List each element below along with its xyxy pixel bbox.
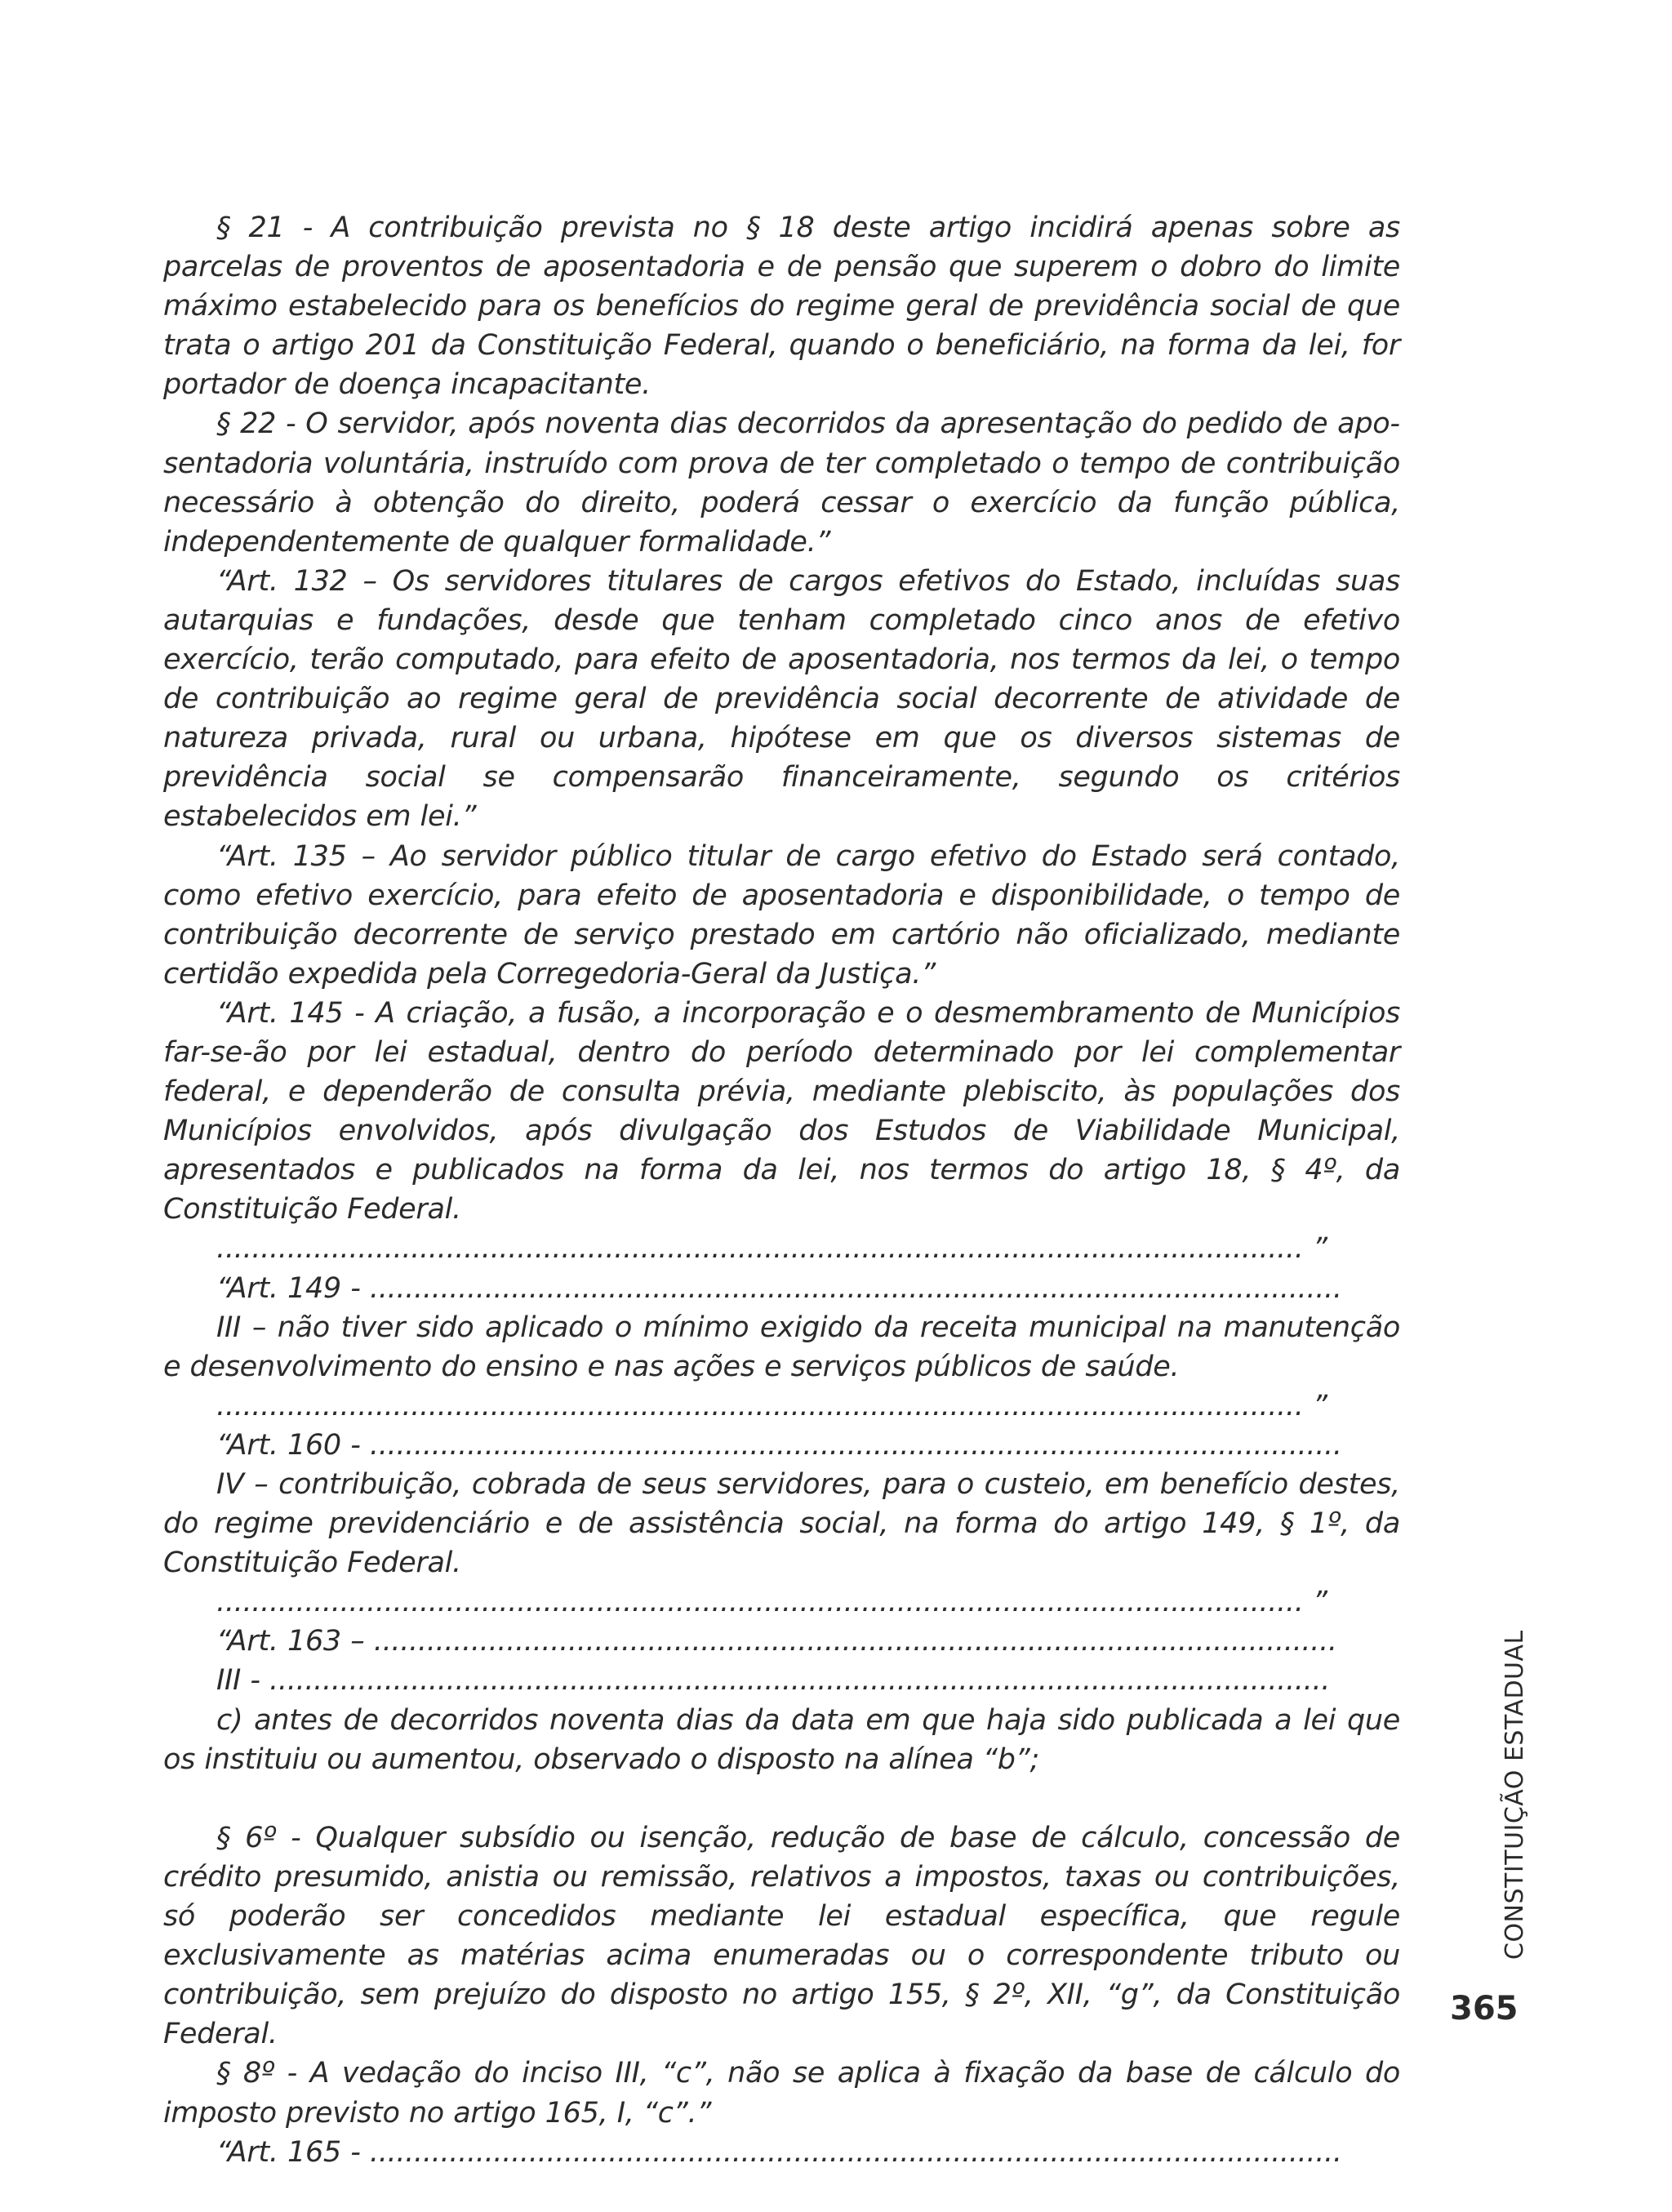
section-side-label: CONSTITUIÇÃO ESTADUAL [1501,1630,1529,1960]
paragraph-art-135: “Art. 135 – Ao servidor público titular de cargo efetivo do Estado será contado, como efetivo exercício, para efeito de aposentadoria e disponibilidade, o tempo de contribuição decorrente de serviço prestado em cartório não oficializado, mediante certidão expedida pela Corregedoria-Geral da Justiça.” [163,839,1400,990]
article-163-inciso-3: III - ........................................................................................................................ [216,1664,1331,1698]
ellipsis-line: ........................................................................................................................... ” [216,1389,1327,1422]
paragraph-8: § 8º - A vedação do inciso III, “c”, não se aplica à fixação da base de cálculo do imposto previsto no artigo 165, I, “c”.” [163,2057,1400,2130]
article-160-heading: “Art. 160 - .............................................................................................................. [216,1428,1342,1462]
ellipsis-line: ........................................................................................................................... ” [216,1586,1327,1619]
article-160-inciso-4: IV – contribuição, cobrada de seus servidores, para o custeio, em benefício destes, do regime previdenciário e de assistência social, na forma do artigo 149, § 1º, da Constituição Federal. [163,1468,1400,1580]
ellipsis-line: ........................................................................................................................... ” [216,1232,1327,1266]
paragraph-art-145: “Art. 145 - A criação, a fusão, a incorporação e o desmembramento de Municípios far-se-ão por lei estadual, dentro do período determinado por lei complementar federal, e dependerão de consulta prévia, mediante plebiscito, às populações dos Municípios envolvidos, após divulgação dos Estudos de Viabilidade Municipal, apresentados e publicados na forma da lei, nos termos do artigo 18, § 4º, da Constituição Federal. [163,996,1400,1226]
article-165-heading: “Art. 165 - .............................................................................................................. [216,2135,1342,2169]
paragraph-21: § 21 - A contribuição prevista no § 18 deste artigo incidirá apenas sobre as parcelas de proventos de aposentadoria e de pensão que superem o dobro do limite máximo estabelecido para os benefícios do regime geral de previdência social de que trata o artigo 201 da Constituição Federal, quando o beneficiário, na forma da lei, for portador de doença incapacitante. [163,211,1400,402]
article-163-alinea-c: c) antes de decorridos noventa dias da data em que haja sido publicada a lei que os instituiu ou aumentou, observado o disposto na alínea “b”; [163,1703,1400,1776]
blank-line [163,1779,1400,1818]
article-163-heading: “Art. 163 – ............................................................................................................. [216,1625,1337,1658]
paragraph-22: § 22 - O servidor, após noventa dias decorridos da apresentação do pedido de aposentadoria voluntária, instruído com prova de ter completado o tempo de contribuição necessário à obtenção do direito, poderá cessar o exercício da função pública, independentemente de qualquer formalidade.” [163,407,1400,559]
page-number: 365 [1450,1990,1519,2027]
body-text [163,208,1400,2172]
article-149-heading: “Art. 149 - .............................................................................................................. [216,1271,1342,1305]
paragraph-art-132: “Art. 132 – Os servidores titulares de cargos efetivos do Estado, incluídas suas autarquias e fundações, desde que tenham completado cinco anos de efetivo exercício, terão computado, para efeito de aposentadoria, nos termos da lei, o tempo de contribuição ao regime geral de previdência social decorrente de atividade de natureza privada, rural ou urbana, hipótese em que os diversos sistemas de previdência social se compensarão financeiramente, segundo os critérios estabelecidos em lei.” [163,564,1400,834]
paragraph-6: § 6º - Qualquer subsídio ou isenção, redução de base de cálculo, concessão de crédito presumido, anistia ou remissão, relativos a impostos, taxas ou contribuições, só poderão ser concedidos mediante lei estadual específica, que regule exclusivamente as matérias acima enumeradas ou o correspondente tributo ou contribuição, sem prejuízo do disposto no artigo 155, § 2º, XII, “g”, da Constituição Federal. [163,1821,1400,2051]
article-149-inciso-3: III – não tiver sido aplicado o mínimo exigido da receita municipal na manutenção e desenvolvimento do ensino e nas ações e serviços públicos de saúde. [163,1311,1400,1383]
